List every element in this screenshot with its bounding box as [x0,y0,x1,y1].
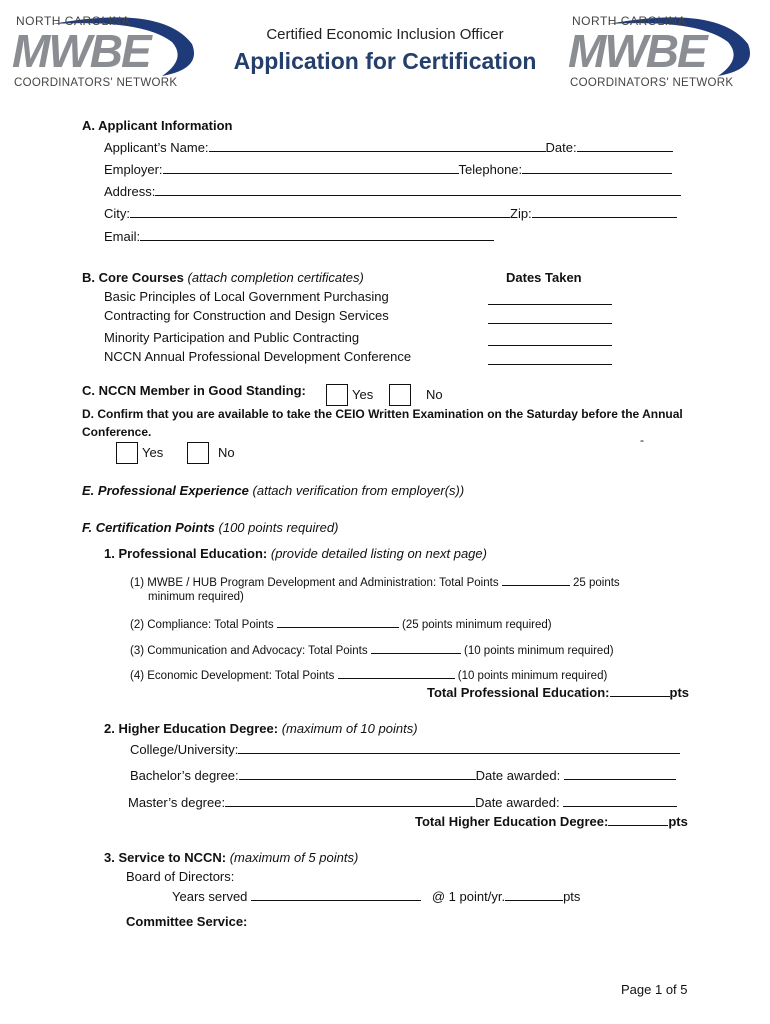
exam-yes-checkbox[interactable] [116,442,138,464]
service-heading: 3. Service to NCCN: (maximum of 5 points) [104,850,359,865]
applicant-name-label: Applicant’s Name: [104,140,209,155]
pe-item-1-points-field[interactable] [502,573,570,586]
email-row [104,228,494,244]
employer-label: Employer: [104,162,163,177]
page-subtitle: Certified Economic Inclusion Officer [266,26,504,43]
years-served-field[interactable] [251,888,421,901]
board-points-field[interactable] [505,888,563,901]
section-b-heading: B. Core Courses (attach completion certificates) [82,270,364,285]
pe-item-4-points-field[interactable] [338,666,455,679]
master-field[interactable] [225,794,475,807]
email-field[interactable] [140,228,494,241]
exam-no-label: No [218,445,235,460]
dash-mark: - [640,433,644,447]
zip-field[interactable] [532,205,677,218]
course-item: NCCN Annual Professional Development Conference [104,349,412,364]
course-date-field[interactable] [488,311,612,324]
course-date-field[interactable] [488,292,612,305]
professional-education-heading: 1. Professional Education: (provide detailed listing on next page) [104,546,487,561]
date-field[interactable] [577,139,673,152]
section-c-heading: C. NCCN Member in Good Standing: [82,383,306,398]
board-label: Board of Directors: [126,869,235,884]
pe-total-field[interactable] [610,684,670,697]
address-row [104,183,681,199]
email-label: Email: [104,229,141,244]
applicant-name-field[interactable] [209,139,546,152]
bachelor-date-field[interactable] [564,767,676,780]
section-d-heading: D. Confirm that you are available to take the CEIO Written Examination on the Saturday before the Annual [82,407,683,421]
city-label: City: [104,206,130,221]
address-field[interactable] [155,183,681,196]
logo-mark-text: MWBE [12,25,150,77]
applicant-name-row [104,139,673,155]
college-field[interactable] [238,741,680,754]
logo-state-text: NORTH CAROLINA [16,14,131,28]
member-yes-checkbox[interactable] [326,384,348,406]
telephone-field[interactable] [522,161,672,174]
member-yes-label: Yes [352,387,374,402]
page-title: Application for Certification [233,48,537,74]
master-date-field[interactable] [563,794,677,807]
telephone-label: Telephone: [458,162,523,177]
committee-label: Committee Service: [126,914,248,929]
date-label: Date: [545,140,577,155]
exam-no-checkbox[interactable] [187,442,209,464]
master-row: Master’s degree: Date awarded: [128,794,677,810]
pe-item-3: (3) Communication and Advocacy: Total Points (10 points minimum required) [130,641,614,657]
address-label: Address: [104,184,156,199]
pe-item-1-cont: minimum required) [148,591,244,603]
pe-item-3-points-field[interactable] [371,641,461,654]
bachelor-field[interactable] [239,767,476,780]
member-no-label: No [426,387,443,402]
pe-item-2: (2) Compliance: Total Points (25 points minimum required) [130,615,552,631]
pe-total-row: Total Professional Education: pts [427,685,690,700]
he-total-field[interactable] [608,813,668,826]
dates-taken-heading: Dates Taken [506,270,582,285]
section-d-heading-cont: Conference. [82,425,152,439]
member-no-checkbox[interactable] [389,384,411,406]
section-f-heading: F. Certification Points (100 points required) [82,520,339,535]
city-field[interactable] [130,205,510,218]
years-row: Years served @ 1 point/yr. pts [172,889,581,904]
logo-state-text: NORTH CAROLINA [572,14,687,28]
section-e-heading: E. Professional Experience (attach verification from employer(s)) [82,483,465,498]
logo-mark-text: MWBE [568,25,706,77]
logo-network-text: COORDINATORS' NETWORK [14,77,178,89]
section-a-heading: A. Applicant Information [82,118,233,133]
course-item: Basic Principles of Local Government Purchasing [104,289,389,304]
logo-network-text: COORDINATORS' NETWORK [570,77,734,89]
bachelor-row: Bachelor’s degree: Date awarded: [130,767,676,783]
pe-item-2-points-field[interactable] [277,615,399,628]
course-item: Contracting for Construction and Design Services [104,308,389,323]
page-number: Page 1 of 5 [621,982,688,997]
employer-field[interactable] [163,161,459,174]
he-total-row: Total Higher Education Degree: pts [415,814,688,829]
zip-label: Zip: [510,206,532,221]
course-date-field[interactable] [488,352,612,365]
higher-education-heading: 2. Higher Education Degree: (maximum of 10 points) [104,721,418,736]
college-row: College/University: [130,741,680,757]
exam-yes-label: Yes [142,445,164,460]
city-row [104,205,677,221]
employer-row [104,161,672,177]
course-item: Minority Participation and Public Contracting [104,330,360,345]
course-date-field[interactable] [488,333,612,346]
pe-item-1: (1) MWBE / HUB Program Development and Administration: Total Points 25 points [130,573,620,589]
pe-item-4: (4) Economic Development: Total Points (10 points minimum required) [130,666,607,682]
